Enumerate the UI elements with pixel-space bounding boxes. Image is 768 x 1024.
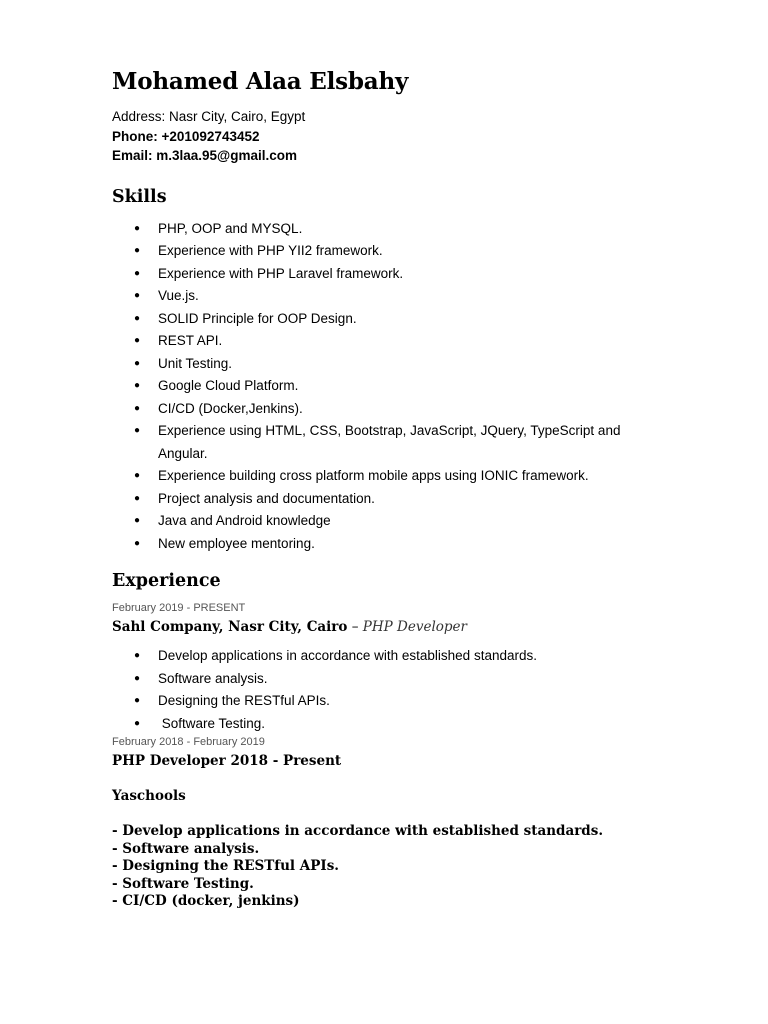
job-heading: PHP Developer 2018 - Present	[112, 753, 342, 769]
bullet-icon: ●	[134, 470, 141, 481]
skill-item-continuation: Angular.	[158, 445, 208, 461]
email-line: Email: m.3laa.95@gmail.com	[112, 148, 297, 163]
skill-item: ● Project analysis and documentation.	[112, 488, 672, 511]
job-dates: February 2018 - February 2019	[112, 736, 265, 748]
job-duty: - Software Testing.	[112, 875, 254, 892]
job-entry	[112, 735, 672, 911]
skill-item: ● Experience with PHP Laravel framework.	[112, 263, 672, 286]
job-duty: - Develop applications in accordance with established standards.	[112, 823, 604, 839]
job-duty: - Designing the RESTful APIs.	[112, 858, 340, 874]
bullet-icon: ●	[134, 515, 141, 526]
phone-line: Phone: +201092743452	[112, 128, 260, 144]
bullet-icon: ●	[134, 222, 141, 234]
skill-item: ● New employee mentoring.	[112, 533, 672, 556]
job-duties-list	[112, 823, 672, 911]
bullet-icon: ●	[134, 267, 141, 279]
bullet-icon: ●	[134, 290, 141, 301]
candidate-name: Mohamed Alaa Elsbahy	[112, 68, 409, 95]
job-company: Yaschools	[112, 788, 186, 804]
contact-block	[112, 107, 672, 166]
job-dates: February 2019 - PRESENT	[112, 602, 246, 614]
bullet-icon: ●	[134, 335, 141, 346]
skills-list	[112, 218, 672, 556]
job-duty: ● Software analysis.	[112, 668, 672, 691]
bullet-icon: ●	[134, 695, 141, 706]
skill-item: ● Experience using HTML, CSS, Bootstrap, JavaScript, JQuery, TypeScript and	[112, 420, 672, 443]
job-separator: –	[347, 619, 363, 635]
job-duty: - Software analysis.	[112, 840, 260, 857]
skill-item: ● Unit Testing.	[112, 353, 672, 376]
job-duties-list	[112, 645, 672, 735]
bullet-icon: ●	[134, 672, 141, 684]
bullet-icon: ●	[134, 492, 141, 504]
job-role: PHP Developer	[362, 619, 467, 635]
skill-item: ● Experience with PHP YII2 framework.	[112, 240, 672, 263]
bullet-icon: ●	[134, 380, 141, 391]
bullet-icon: ●	[134, 717, 141, 729]
skill-item: ● SOLID Principle for OOP Design.	[112, 308, 672, 331]
job-entry	[112, 601, 672, 735]
skill-item: ● Java and Android knowledge	[112, 510, 672, 533]
skill-item: ● Experience building cross platform mobile apps using IONIC framework.	[112, 465, 672, 488]
bullet-icon: ●	[134, 650, 141, 661]
skills-heading: Skills	[112, 186, 167, 207]
job-duty: - CI/CD (docker, jenkins)	[112, 893, 300, 909]
bullet-icon: ●	[134, 537, 141, 549]
job-company: Sahl Company, Nasr City, Cairo	[112, 619, 348, 635]
job-duty: ● Develop applications in accordance with established standards.	[112, 645, 672, 668]
bullet-icon: ●	[134, 357, 141, 369]
job-title-line	[112, 619, 672, 635]
bullet-icon: ●	[134, 312, 141, 324]
skill-item: ● Google Cloud Platform.	[112, 375, 672, 398]
job-duty: ● Software Testing.	[112, 713, 672, 736]
job-duty: ● Designing the RESTful APIs.	[112, 690, 672, 713]
resume-page	[112, 68, 672, 911]
bullet-icon: ●	[134, 425, 141, 436]
bullet-icon: ●	[134, 245, 141, 256]
skill-item: ● CI/CD (Docker,Jenkins).	[112, 398, 672, 421]
skill-item: ● PHP, OOP and MYSQL.	[112, 218, 672, 241]
skill-item: ● Vue.js.	[112, 285, 672, 308]
bullet-icon: ●	[134, 402, 141, 414]
address-line: Address: Nasr City, Cairo, Egypt	[112, 109, 306, 124]
skill-item: ● REST API.	[112, 330, 672, 353]
experience-heading: Experience	[112, 571, 221, 591]
